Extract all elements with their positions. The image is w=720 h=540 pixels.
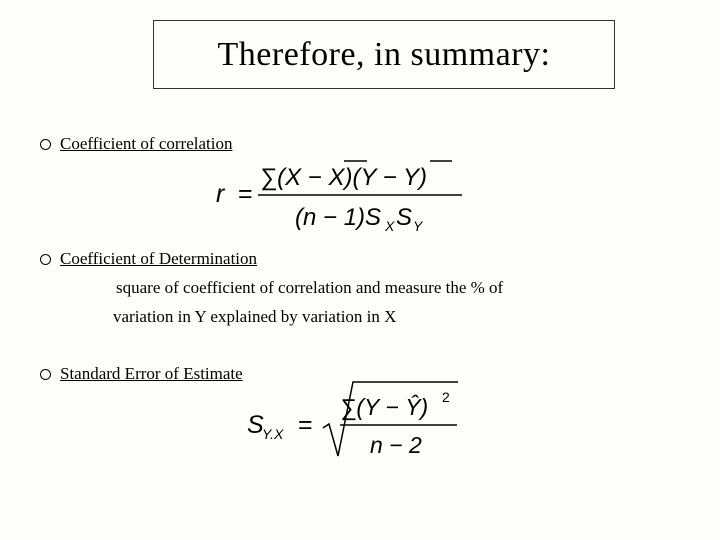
formula-se-exponent: 2 bbox=[442, 389, 450, 405]
correlation-formula bbox=[210, 155, 480, 235]
formula-s2: S bbox=[396, 204, 413, 231]
bullet-item-determination bbox=[40, 249, 257, 269]
formula-equals: = bbox=[238, 180, 253, 208]
formula-s-sub: Y.X bbox=[262, 426, 284, 442]
circle-bullet-icon bbox=[40, 369, 51, 380]
formula-s: S bbox=[247, 411, 264, 439]
formula-denominator: (n − 1)S bbox=[295, 204, 382, 231]
title-box bbox=[153, 20, 615, 89]
circle-bullet-icon bbox=[40, 139, 51, 150]
determination-description-line1: square of coefficient of correlation and measure the % of bbox=[116, 278, 504, 297]
determination-description-line2: variation in Y explained by variation in X bbox=[113, 307, 397, 326]
bullet-label-standard-error: Standard Error of Estimate bbox=[60, 364, 243, 383]
formula-equals-2: = bbox=[298, 411, 313, 439]
formula-sub-x: X bbox=[385, 218, 395, 234]
bullet-label-determination: Coefficient of Determination bbox=[60, 249, 258, 268]
formula-r: r bbox=[216, 180, 225, 208]
formula-numerator: ∑(X − X)(Y − Y) bbox=[260, 164, 427, 191]
formula-se-numerator: ∑(Y − Ŷ) bbox=[340, 394, 429, 420]
bullet-label-correlation: Coefficient of correlation bbox=[60, 134, 233, 153]
bullet-item-standard-error bbox=[40, 364, 243, 384]
slide-title: Therefore, in summary: bbox=[217, 35, 551, 73]
formula-sub-y: Y bbox=[413, 218, 423, 234]
circle-bullet-icon bbox=[40, 254, 51, 265]
bullet-item-correlation bbox=[40, 134, 232, 154]
standard-error-formula bbox=[243, 378, 473, 468]
formula-se-denominator: n − 2 bbox=[370, 432, 422, 458]
